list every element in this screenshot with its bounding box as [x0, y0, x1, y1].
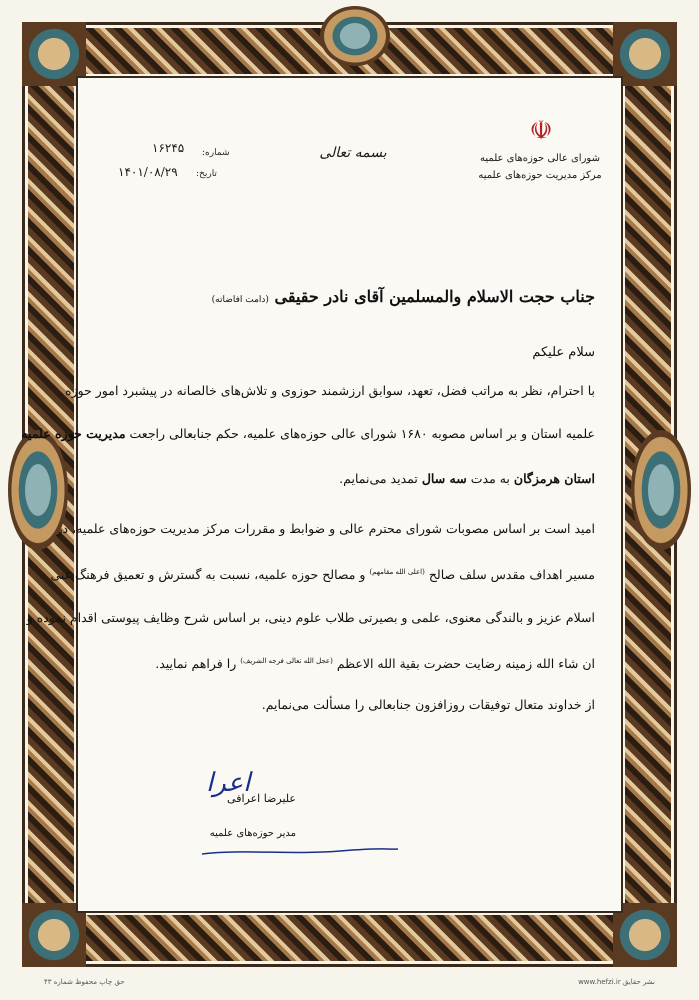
body-line-6: اسلام عزیز و بالندگی معنوی، علمی و بصیرتی طلاب علوم دینی، بر اساس شرح وظایف پیوستی اقدام نموده و: [26, 610, 595, 625]
footer-left: حق چاپ محفوظ شماره ۴۳: [44, 978, 125, 986]
body-line-3: [105, 471, 595, 486]
body-line-5-start: مسیر اهداف مقدس سلف صالح: [428, 567, 595, 583]
body-line-1: با احترام، نظر به مراتب فضل، تعهد، سوابق ارزشمند حوزوی و تلاش‌های خالصانه در پیشبرد امور حوزه: [65, 383, 595, 398]
province-name: استان هرمزگان: [513, 471, 595, 486]
body-line-2-bold: مدیریت حوزه علمیه: [21, 426, 126, 441]
term-duration: سه سال: [421, 471, 467, 486]
body-line-5-end: و مصالح حوزه علمیه، نسبت به گسترش و تعمیق فرهنگ غنی: [50, 567, 366, 583]
signatory-name: علیرضا اعرافی: [227, 792, 296, 805]
body-line-5: [50, 565, 595, 583]
bismillah-heading: بسمه تعالی: [319, 145, 387, 161]
body-line-2: [21, 426, 595, 441]
footer-right: نشر حقایق www.hefzi.ir: [578, 978, 655, 986]
body-line-3-text: به مدت: [470, 471, 510, 486]
body-line-7: [105, 654, 595, 671]
addressee-line: [105, 287, 595, 306]
addressee-honor: (دامت افاضاته): [211, 295, 269, 305]
body-line-7-end: را فراهم نمایید.: [155, 656, 237, 672]
body-line-4: امید است بر اساس مصوبات شورای محترم عالی و ضوابط و مقررات مرکز مدیریت حوزه‌های علمیه، در: [56, 521, 595, 536]
date-value: ۱۴۰۱/۰۸/۲۹: [118, 165, 178, 179]
iran-emblem-icon: ☫: [529, 116, 553, 146]
signature-stroke: [200, 845, 400, 857]
greeting: سلام علیکم: [532, 345, 595, 360]
honorific-superscript: (اعلی الله مقامهم): [369, 568, 425, 576]
body-line-7-start: ان شاء الله زمینه رضایت حضرت بقیة الله الاعظم: [336, 656, 595, 672]
closing-line: از خداوند متعال توفیقات روزافزون جنابعالی را مسألت می‌نمایم.: [261, 697, 595, 712]
org-name-line2: مرکز مدیریت حوزه‌های علمیه: [478, 170, 602, 181]
number-label: شماره:: [202, 148, 230, 158]
body-line-3-end: تمدید می‌نمایم.: [339, 471, 418, 486]
signatory-title: مدیر حوزه‌های علمیه: [209, 828, 296, 839]
date-label: تاریخ:: [196, 169, 217, 179]
addressee-name: جناب حجت الاسلام والمسلمین آقای نادر حقیقی: [274, 287, 595, 306]
number-value: ۱۶۲۴۵: [152, 141, 185, 155]
body-line-2-text: علمیه استان و بر اساس مصوبه ۱۶۸۰ شورای عالی حوزه‌های علمیه، حکم جنابعالی راجعت: [129, 426, 595, 441]
side-medallion-right: [631, 430, 691, 550]
signature-scribble: اعرا: [206, 768, 251, 798]
top-medallion: [320, 6, 390, 66]
org-name-line1: شورای عالی حوزه‌های علمیه: [480, 153, 600, 164]
honorific-superscript: (عجل الله تعالی فرجه الشریف): [240, 657, 333, 665]
